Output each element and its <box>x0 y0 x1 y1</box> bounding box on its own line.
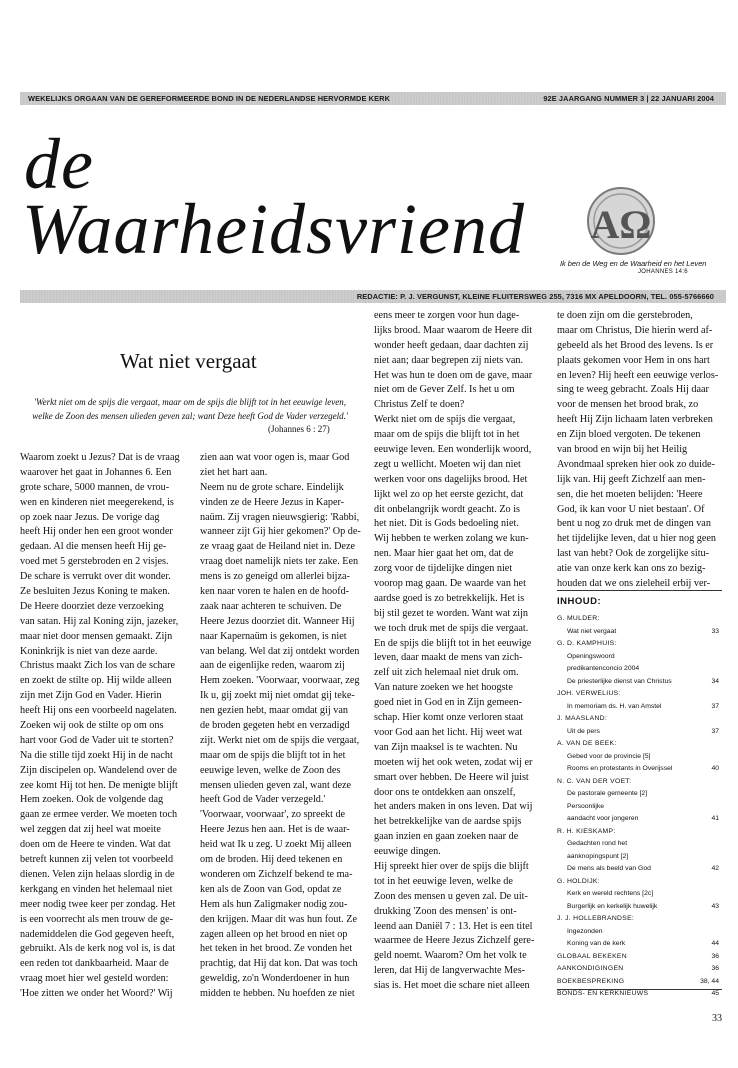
article-line: van Zijn maaksel is te wachten. Nu <box>374 741 518 753</box>
article-line: goed niet in God en in Zijn gemeen- <box>374 697 522 709</box>
article-line: een reden tot dankbaarheid. Maar de <box>20 958 169 970</box>
toc-entry-art: De pastorale gemeente [2] <box>567 790 648 797</box>
article-line: nademiddelen die God gegeven heeft, <box>20 928 175 940</box>
article-line: eeuwige leven, welke de Zoon des <box>200 764 341 776</box>
toc-entry-sec: AANKONDIGINGEN <box>557 965 624 972</box>
toc-entry-art: Ingezonden <box>567 927 603 935</box>
toc-page-number: 34 <box>711 677 719 685</box>
epigraph-line: 'Werkt niet om de spijs die vergaat, maar om de spijs die blijft tot in het eeuwige leven, <box>34 397 346 407</box>
article-line: mens is zo geneigd om allerlei bijza- <box>200 571 350 583</box>
article-line: lijk van. Hij geeft Zichzelf aan men- <box>557 473 706 485</box>
article-line: sen, die het moeten belijden: 'Heere <box>557 488 703 500</box>
article-line: zee komt Hij tot hen. De menigte blijft <box>20 779 178 791</box>
article-line: nen gezien hebt, maar omdat gij van <box>200 705 348 717</box>
article-line: Zoon des mensen u geven zal. De uit- <box>374 890 528 902</box>
article-line: Waarom zoekt u Jezus? Dat is de vraag <box>20 452 180 463</box>
article-line: moeten wij het ook weten, zodat wij er <box>374 756 533 768</box>
article-line: Heere Jezus doorziet dit. Wanneer Hij <box>200 615 355 627</box>
article-line: sing te weeg gebracht. Zoals Hij daar <box>557 384 709 396</box>
article-line: De schare is verrukt over dit wonder. <box>20 571 171 583</box>
article-line: Na die stille tijd zoekt Hij in de nacht <box>20 749 173 761</box>
article-line: leven, daar maakt de mens van zich- <box>374 652 523 664</box>
article-line: en Zijn bloed vergoten. De tekenen <box>557 429 701 441</box>
toc-entry-art: Wat niet vergaat <box>567 627 617 635</box>
article-line: Hij spreekt hier over de spijs die blijft <box>374 860 529 872</box>
toc-page-number: 44 <box>711 940 719 947</box>
article-line: voed met 5 gerstebroden en 2 visjes. <box>20 556 169 568</box>
article-line: aardse goed is zo betrekkelijk. Het is <box>374 592 525 604</box>
article-line: naüm. Zij vragen nieuwsgierig: 'Rabbi, <box>200 511 360 523</box>
toc-bottom-rule <box>557 989 722 990</box>
article-line: voorop mag gaan. De waarde van het <box>374 578 526 590</box>
article-column-4 <box>557 309 718 592</box>
article-line: waarover het gaat in Johannes 6. Een <box>20 466 172 478</box>
article-line: Zijn discipelen op. Wandelend over de <box>20 764 177 776</box>
article-line: leend aan Daniël 7 : 13. Het is een titel <box>374 920 533 932</box>
article-line: dit onbelangrijk wordt geacht. Zo is <box>374 503 520 515</box>
article-line: Van nature zoeken we het hoogste <box>374 682 513 694</box>
masthead-de: de <box>24 124 94 204</box>
article-line: sias is. Het moet die schare niet alleen <box>374 980 530 992</box>
toc-page-number: 41 <box>711 815 719 822</box>
article-line: heid wat Ik u zeg. U zoekt Mij alleen <box>200 839 352 851</box>
article-line: heeft Hij Zijn lichaam laten verbreken <box>557 414 713 426</box>
article-column-2 <box>200 451 361 1002</box>
article-line: voor God aan het licht. Hij weet wat <box>374 726 523 738</box>
article-line: gebruikt. Als de kerk nog vol is, is dat <box>20 943 176 955</box>
toc-entry-author: R. H. KIESKAMP: <box>557 827 616 835</box>
article-line: Christus maakt Zich los van de schare <box>20 660 176 672</box>
article-line: 'Voorwaar, voorwaar', zo spreekt de <box>200 809 346 821</box>
article-title: Wat niet vergaat <box>120 349 257 373</box>
article-line: gedaan. Al die mensen heeft Hij ge- <box>20 541 167 553</box>
article-line: gaan inzien en gaan zoeken naar de <box>374 831 519 843</box>
article-line: Koninkrijk is niet van deze aarde. <box>20 645 158 657</box>
toc-entry-art: De priesterlijke dienst van Christus <box>567 677 672 685</box>
article-line: zaak naar achteren te schuiven. De <box>200 600 342 612</box>
article-line: plaats gekomen voor Hem in ons hart <box>557 354 710 366</box>
article-line: niet aan; daar begrepen zij niets van. <box>374 354 524 366</box>
toc-page-number: 43 <box>711 902 719 910</box>
toc-entry-art: Persoonlijke <box>567 802 605 810</box>
toc-page-number: 38, 44 <box>700 977 719 985</box>
article-line: heeft Hij onder hen een groot wonder <box>20 526 173 538</box>
motto-text: Ik ben de Weg en de Waarheid en het Leven <box>560 259 707 268</box>
article-line: gaan ze ermee verder. We moeten toch <box>20 809 178 821</box>
toc-entry-art: Burgerlijk en kerkelijk huwelijk <box>567 902 658 910</box>
article-line: van belang. Wel dat zij ontdekt worden <box>200 645 360 657</box>
motto <box>560 259 707 275</box>
toc-entry-art: aanknopingspunt [2] <box>567 852 629 860</box>
article-line: wel zeggen dat zij heel wat moeite <box>20 824 161 836</box>
article-line: maar om de spijs die blijft tot in het <box>374 429 520 441</box>
article-line: op zoek naar Jezus. De vorige dag <box>20 511 160 523</box>
article-line: Ze besluiten Jezus Koning te maken. <box>20 586 170 598</box>
toc-entry-art: predikantenconcio 2004 <box>567 665 640 672</box>
article-line: maar om de spijs die blijft tot in het <box>200 749 346 761</box>
toc-entry-author: G. D. KAMPHUIS: <box>557 640 617 647</box>
editorial-band <box>20 290 726 303</box>
article-line: meer nodig twee keer per zondag. Het <box>20 898 176 910</box>
toc-entry-art: Kerk en wereld rechtens [2c] <box>567 890 654 897</box>
editorial-address: REDACTIE: P. J. VERGUNST, KLEINE FLUITERSWEG 255, 7316 MX APELDOORN, TEL. 055-5766660 <box>356 292 714 301</box>
epigraph-line: welke de Zoon des mensen ulieden geven zal; want Deze heeft God de Vader verzegeld.' <box>32 411 348 421</box>
article-line: bij stil gezet te worden. Want wat zijn <box>374 607 529 619</box>
article-line: wanneer zijt Gij hier gekomen?' Op de- <box>200 526 361 538</box>
article-line: door ons te ontdekken aan onszelf, <box>374 786 516 798</box>
article-line: heeft Hij ons een voorbeeld nagelaten. <box>20 705 177 717</box>
article-line: betreft kunnen zij velen tot voorbeeld <box>20 854 174 866</box>
epigraph-reference: (Johannes 6 : 27) <box>268 424 330 434</box>
article-line: Zoeken wij ook de stilte op om ons <box>20 720 164 732</box>
article-line: den krijgen. Maar dit was hun fout. Ze <box>200 913 358 925</box>
article-line: last van hebt? Ook de zorgelijke situ- <box>557 548 710 560</box>
toc-page-number: 36 <box>711 965 719 972</box>
article-line: drukking 'Zoon des mensen' is ont- <box>374 905 517 917</box>
article-line: lijks brood. Maar waarom de Heere dit <box>374 324 533 336</box>
article-line: het anders maken in ons leven. Dat wij <box>374 801 533 813</box>
article-line: Heere Jezus hen aan. Het is de waar- <box>200 824 350 836</box>
article-line: en leven? Hij heeft een eeuwige verlos- <box>557 369 719 381</box>
article-column-1 <box>20 451 180 1002</box>
alpha-omega-logo <box>585 186 657 256</box>
article-line: Christus Zelf te doen? <box>374 399 465 411</box>
toc-entry-author: J. J. HOLLEBRANDSE: <box>557 915 635 922</box>
article-line: van satan. Hij zal Koning zijn, jazeker, <box>20 615 179 627</box>
toc-page-number: 33 <box>711 627 719 635</box>
toc-page-number: 36 <box>711 952 719 960</box>
toc-entry-art: Gedachten rond het <box>567 840 628 847</box>
article-line: God, ik kan voor U niet bestaan'. Of <box>557 503 705 515</box>
article-line: De Heere doorziet deze verzoeking <box>20 600 164 612</box>
toc-entry-sec: GLOBAAL BEKEKEN <box>557 952 627 960</box>
toc-page-number: 37 <box>711 727 719 735</box>
article-line: Hem als hun Zaligmaker nodig zou- <box>200 898 348 910</box>
article-line: 'Hoe zitten we onder het Woord?' Wij <box>20 988 173 1000</box>
article-line: zorg voor de tijdelijke dingen niet <box>374 563 513 575</box>
article-line: het betrekkelijke van de aardse spijs <box>374 816 522 828</box>
article-line: het niet. Dit is Gods bedoeling niet. <box>374 518 519 530</box>
article-line: het teken in het brood. Ze vonden het <box>200 943 353 955</box>
article-line: prachtig, dat Hij dat kon. Dat was toch <box>200 958 358 970</box>
toc-entry-sec: BONDS- EN KERKNIEUWS <box>557 990 649 997</box>
article-line: voor de mensen het brood brak, zo <box>557 399 699 411</box>
article-line: vinden ze de Heere Jezus in Kaper- <box>200 496 345 508</box>
article-line: zelf uit zich helemaal niet druk om. <box>374 667 519 679</box>
article-line: om de broden. Hij deed tekenen en <box>200 854 343 866</box>
article-line: zagen alleen op het brood en niet op <box>200 928 348 940</box>
article-line: wonderen om Zichzelf bekend te ma- <box>200 868 353 880</box>
toc-entry-author: J. MAASLAND: <box>557 715 608 722</box>
article-line: mensen ulieden geven zal, want deze <box>200 779 352 791</box>
article-line: zegt u wellicht. Moeten wij dan niet <box>374 458 521 470</box>
logo-letters: AΩ <box>590 202 652 247</box>
page-number: 33 <box>712 1013 722 1024</box>
article-line: grote schare, 5000 mannen, de vrou- <box>20 481 170 493</box>
article-line: het tijdelijke leven, dat u hier nog geen <box>557 533 716 545</box>
article-line: midden te hebben. Nu hoefden ze niet <box>200 988 355 1000</box>
article-line: leren, dat Hij de langverwachte Mes- <box>374 965 526 977</box>
toc-entry-sec: BOEKBESPREKING <box>557 977 625 985</box>
toc-entry-art: Gebed voor de provincie [5] <box>567 752 651 760</box>
article-line: eeuwige dingen. <box>374 846 441 858</box>
article-line: maar om Christus, Die hierin werd af- <box>557 324 713 336</box>
toc-entry-author: G. HOLDIJK: <box>557 877 600 885</box>
article-line: niet om de Gever Zelf. Is het u om <box>374 384 515 396</box>
article-line: En de spijs die blijft tot in het eeuwige <box>374 637 532 649</box>
toc-entry-author: G. MULDER: <box>557 615 600 622</box>
article-line: maar niet door mensen gemaakt. Zijn <box>20 630 173 642</box>
article-line: is een voorrecht als men trouw de ge- <box>20 913 174 925</box>
article-line: de broden gegeten hebt en verzadigd <box>200 720 350 732</box>
toc-top-rule <box>557 590 722 591</box>
article-line: ken naar voren te halen en de hoofd- <box>200 586 350 598</box>
article-line: geld noemt. Waarom? Om het volk te <box>374 950 527 962</box>
article-line: ziet het hart aan. <box>200 466 268 478</box>
article-line: doen om de Heere te vinden. Wat dat <box>20 839 171 851</box>
article-line: Wij hebben te werken zolang we kun- <box>374 533 529 545</box>
article-line: ken als de Zoon van God, opdat ze <box>200 883 342 895</box>
toc-entry-art: Rooms en protestants in Overijssel <box>567 765 673 772</box>
article-line: schap. Hier komt onze verloren staat <box>374 712 524 724</box>
article-line: zijn met Zijn God en Vader. Hierin <box>20 690 162 702</box>
article-column-3 <box>374 309 534 994</box>
article-line: werken voor ons dagelijks brood. Het <box>374 473 528 485</box>
article-line: Werkt niet om de spijs die vergaat, <box>374 414 516 426</box>
article-line: lijkt wel zo op het eerste gezicht, dat <box>374 488 524 500</box>
article-line: houden dat we ons zieleheil erbij ver- <box>557 578 711 590</box>
article-line: Ik u, gij zoekt mij niet omdat gij teke- <box>200 690 355 702</box>
article-line: gebeeld als het Brood des levens. Is er <box>557 339 714 351</box>
toc-page-number: 42 <box>711 865 719 872</box>
article-line: zien aan wat voor ogen is, maar God <box>200 452 350 463</box>
toc-entry-art: aandacht voor jongeren <box>567 815 639 822</box>
toc-entry-author: JOH. VERWELIUS: <box>557 690 621 697</box>
toc-entry-art: Openingswoord <box>567 652 615 660</box>
toc-heading: INHOUD: <box>557 596 602 607</box>
toc-entry-art: Koning van de kerk <box>567 940 626 947</box>
header-band <box>20 92 726 105</box>
toc-page-number: 40 <box>711 765 719 772</box>
toc-entry-art: In memoriam ds. H. van Amstel <box>567 702 662 710</box>
article-line: naar Kapernaüm is gekomen, is niet <box>200 630 347 642</box>
article-line: nen. Maar hier gaat het om, dat de <box>374 548 514 560</box>
article-line: Hem zoeken. 'Voorwaar, voorwaar, zeg <box>200 675 360 687</box>
article-line: smart over hebben. De Heere wil juist <box>374 771 529 783</box>
article-line: aan de eigenlijke reden, waarom zij <box>200 660 345 672</box>
article-line: we toch druk met de spijs die vergaat. <box>374 622 529 634</box>
toc-page-number: 45 <box>711 990 719 997</box>
article-line: heeft God de Vader verzegeld.' <box>200 794 326 806</box>
article-line: en zoekt de stilte op. Hij wilde alleen <box>20 675 172 687</box>
article-line: waarmee de Heere Jezus Zichzelf gere- <box>374 935 535 947</box>
article-line: Avondmaal spreken hier ook zo duide- <box>557 458 715 470</box>
toc-entry-art: Uit de pers <box>567 727 600 735</box>
publication-tagline: WEKELIJKS ORGAAN VAN DE GEREFORMEERDE BOND IN DE NEDERLANDSE HERVORMDE KERK <box>28 94 391 103</box>
article-line: hart voor God de Vader uit te storten? <box>20 734 174 746</box>
article-line: geweldig, zo'n Wonderdoener in hun <box>200 973 350 985</box>
article-line: Het was hun te doen om de gave, maar <box>374 369 533 381</box>
motto-reference: JOHANNES 14:6 <box>638 269 688 275</box>
article-line: zijt. Werkt niet om de spijs die vergaat, <box>200 734 360 746</box>
toc-page-number: 37 <box>711 702 719 710</box>
article-line: Neem nu de grote schare. Eindelijk <box>200 481 344 493</box>
toc-entry-author: A. VAN DE BEEK: <box>557 740 617 747</box>
issue-info: 92E JAARGANG NUMMER 3 | 22 JANUARI 2004 <box>543 94 714 103</box>
article-line: eens meer te zorgen voor hun dage- <box>374 310 520 321</box>
epigraph <box>20 395 360 423</box>
article-line: wonder heeft gedaan, daar dachten zij <box>374 339 529 351</box>
article-line: kerkgang en vinden het helemaal niet <box>20 883 173 895</box>
toc-entry-author: N. C. VAN DER VOET: <box>557 777 632 785</box>
article-line: wen en kinderen niet meegerekend, is <box>20 496 174 508</box>
article-line: Hem zoeken. Ook de volgende dag <box>20 794 164 806</box>
article-line: te doen zijn om die gerstebroden, <box>557 310 693 321</box>
article-line: bent u nog zo druk met de dingen van <box>557 518 711 530</box>
article-line: atie van onze kerk kan ons zo bezig- <box>557 563 706 575</box>
article-line: vraag doet namelijk niets ter zake. Een <box>200 556 359 568</box>
masthead-title: Waarheidsvriend <box>22 189 526 269</box>
article-line: tot in het eeuwige leven, welke de <box>374 875 513 887</box>
article-line: eeuwige leven. Een wonderlijk woord, <box>374 444 532 456</box>
article-line: van brood en wijn bij het Heilig <box>557 444 688 456</box>
article-line: ze vraag gaat de Heiland niet in. Deze <box>200 541 355 553</box>
article-line: vraag moet hier wel gesteld worden: <box>20 973 169 985</box>
toc-entry-art: De mens als beeld van God <box>567 865 651 872</box>
article-line: dienen. Velen zijn helaas slordig in de <box>20 868 175 880</box>
